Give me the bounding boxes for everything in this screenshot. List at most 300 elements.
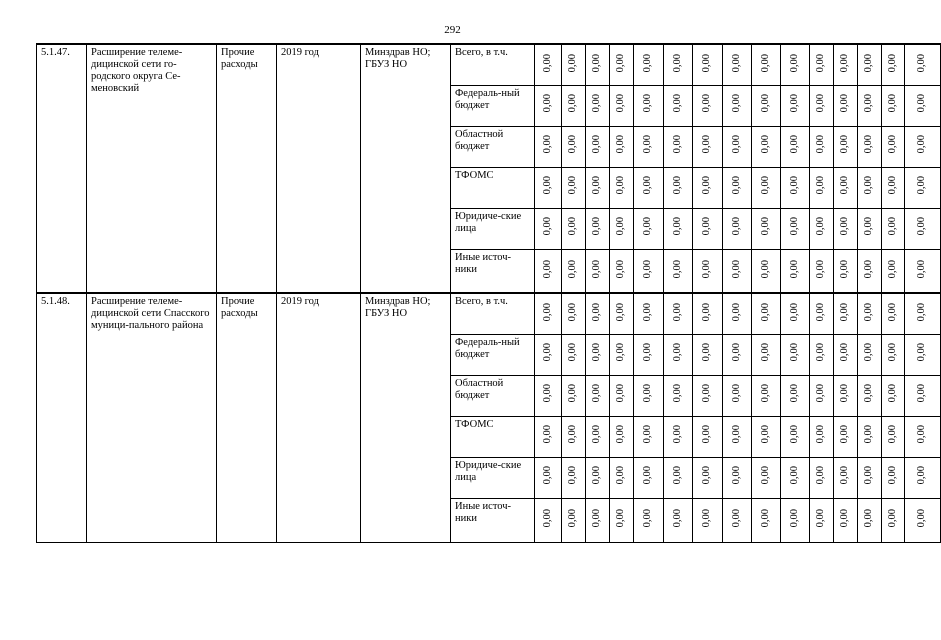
value-text: 0,00 (541, 135, 553, 154)
value-cell (664, 85, 693, 126)
value-text: 0,00 (815, 94, 827, 113)
value-text: 0,00 (671, 425, 683, 444)
value-text: 0,00 (671, 176, 683, 195)
value-text: 0,00 (615, 53, 627, 72)
value-text: 0,00 (886, 384, 898, 403)
value-cell (905, 85, 941, 126)
value-cell (535, 293, 562, 334)
value-cell (723, 457, 752, 498)
value-cell (858, 167, 882, 208)
value-cell (781, 85, 810, 126)
value-cell (905, 375, 941, 416)
value-text: 0,00 (730, 217, 742, 236)
value-cell (882, 375, 905, 416)
value-cell (562, 416, 586, 457)
value-cell (610, 375, 634, 416)
value-cell (810, 498, 834, 542)
item-name: Расширение телеме-дицинской сети Спасского муници-пального района (87, 293, 217, 542)
value-text: 0,00 (759, 176, 771, 195)
item-name: Расширение телеме-дицинской сети го-родского округа Се-меновский (87, 44, 217, 293)
value-cell (723, 126, 752, 167)
value-cell (693, 293, 723, 334)
value-cell (905, 498, 941, 542)
value-text: 0,00 (671, 302, 683, 321)
value-text: 0,00 (759, 302, 771, 321)
value-text: 0,00 (591, 425, 603, 444)
value-text: 0,00 (886, 466, 898, 485)
value-cell (610, 44, 634, 85)
item-executor: Минздрав НО; ГБУЗ НО (361, 293, 451, 542)
value-text: 0,00 (815, 384, 827, 403)
value-cell (905, 126, 941, 167)
funding-source: Областной бюджет (451, 126, 535, 167)
value-text: 0,00 (701, 176, 713, 195)
value-text: 0,00 (541, 508, 553, 528)
value-cell (634, 126, 664, 167)
value-text: 0,00 (642, 343, 654, 362)
value-cell (586, 167, 610, 208)
value-text: 0,00 (591, 135, 603, 154)
table-row (37, 293, 941, 334)
value-text: 0,00 (642, 94, 654, 113)
value-cell (586, 293, 610, 334)
value-text: 0,00 (541, 466, 553, 485)
value-text: 0,00 (615, 425, 627, 444)
value-text: 0,00 (730, 425, 742, 444)
value-cell (834, 457, 858, 498)
value-cell (781, 293, 810, 334)
value-cell (810, 208, 834, 249)
value-text: 0,00 (671, 94, 683, 113)
value-text: 0,00 (591, 384, 603, 403)
value-text: 0,00 (815, 176, 827, 195)
funding-source: Всего, в т.ч. (451, 293, 535, 334)
value-cell (858, 416, 882, 457)
value-text: 0,00 (591, 302, 603, 321)
value-cell (610, 167, 634, 208)
value-cell (586, 208, 610, 249)
funding-source: Областной бюджет (451, 375, 535, 416)
value-cell (535, 375, 562, 416)
expense-type: Прочие расходы (217, 293, 277, 542)
value-text: 0,00 (567, 53, 579, 72)
value-cell (834, 208, 858, 249)
value-cell (562, 457, 586, 498)
value-cell (752, 416, 781, 457)
value-cell (882, 44, 905, 85)
item-code: 5.1.47. (37, 44, 87, 293)
value-cell (810, 334, 834, 375)
value-text: 0,00 (615, 135, 627, 154)
value-text: 0,00 (788, 53, 800, 72)
value-text: 0,00 (839, 53, 851, 72)
value-text: 0,00 (541, 217, 553, 236)
value-cell (781, 334, 810, 375)
value-cell (810, 85, 834, 126)
value-cell (834, 85, 858, 126)
value-cell (664, 249, 693, 293)
value-cell (586, 249, 610, 293)
value-cell (634, 416, 664, 457)
value-text: 0,00 (701, 94, 713, 113)
value-cell (905, 334, 941, 375)
funding-source: Федераль-ный бюджет (451, 85, 535, 126)
value-cell (610, 416, 634, 457)
value-text: 0,00 (759, 53, 771, 72)
value-text: 0,00 (701, 466, 713, 485)
value-text: 0,00 (615, 94, 627, 113)
value-cell (610, 249, 634, 293)
value-cell (781, 44, 810, 85)
value-text: 0,00 (759, 94, 771, 113)
value-cell (693, 457, 723, 498)
value-cell (781, 416, 810, 457)
value-text: 0,00 (567, 425, 579, 444)
value-text: 0,00 (788, 425, 800, 444)
value-text: 0,00 (839, 135, 851, 154)
value-text: 0,00 (863, 508, 875, 528)
value-cell (562, 44, 586, 85)
value-text: 0,00 (886, 302, 898, 321)
value-text: 0,00 (541, 53, 553, 72)
value-text: 0,00 (839, 508, 851, 528)
value-text: 0,00 (886, 176, 898, 195)
value-cell (882, 457, 905, 498)
value-text: 0,00 (567, 508, 579, 528)
value-cell (858, 85, 882, 126)
value-cell (610, 126, 634, 167)
value-text: 0,00 (863, 302, 875, 321)
value-text: 0,00 (591, 259, 603, 278)
value-cell (535, 457, 562, 498)
value-cell (562, 334, 586, 375)
value-text: 0,00 (701, 135, 713, 154)
value-text: 0,00 (863, 384, 875, 403)
value-cell (693, 44, 723, 85)
value-text: 0,00 (886, 425, 898, 444)
value-text: 0,00 (615, 176, 627, 195)
value-cell (562, 208, 586, 249)
value-cell (781, 167, 810, 208)
value-cell (634, 44, 664, 85)
value-cell (586, 44, 610, 85)
value-text: 0,00 (541, 259, 553, 278)
item-code: 5.1.48. (37, 293, 87, 542)
value-text: 0,00 (839, 259, 851, 278)
value-text: 0,00 (730, 53, 742, 72)
value-text: 0,00 (839, 302, 851, 321)
value-text: 0,00 (863, 343, 875, 362)
value-text: 0,00 (863, 217, 875, 236)
item-year: 2019 год (277, 293, 361, 542)
value-text: 0,00 (916, 508, 928, 528)
value-cell (693, 375, 723, 416)
value-text: 0,00 (642, 425, 654, 444)
value-text: 0,00 (642, 217, 654, 236)
value-text: 0,00 (788, 176, 800, 195)
value-cell (535, 208, 562, 249)
value-cell (634, 293, 664, 334)
value-text: 0,00 (788, 343, 800, 362)
value-cell (882, 208, 905, 249)
value-cell (752, 334, 781, 375)
value-cell (664, 375, 693, 416)
value-cell (664, 498, 693, 542)
value-text: 0,00 (615, 259, 627, 278)
value-text: 0,00 (916, 217, 928, 236)
table-body (37, 44, 941, 542)
value-cell (810, 167, 834, 208)
value-text: 0,00 (615, 384, 627, 403)
value-text: 0,00 (759, 384, 771, 403)
value-text: 0,00 (759, 217, 771, 236)
value-text: 0,00 (567, 259, 579, 278)
value-cell (781, 498, 810, 542)
value-text: 0,00 (541, 425, 553, 444)
value-text: 0,00 (886, 259, 898, 278)
value-cell (562, 167, 586, 208)
value-text: 0,00 (730, 508, 742, 528)
value-cell (634, 498, 664, 542)
value-cell (810, 44, 834, 85)
value-cell (882, 85, 905, 126)
value-cell (664, 126, 693, 167)
value-cell (834, 44, 858, 85)
value-cell (858, 44, 882, 85)
value-cell (723, 334, 752, 375)
value-text: 0,00 (671, 135, 683, 154)
value-text: 0,00 (615, 302, 627, 321)
value-cell (858, 208, 882, 249)
value-text: 0,00 (591, 466, 603, 485)
value-text: 0,00 (759, 135, 771, 154)
value-text: 0,00 (591, 508, 603, 528)
value-cell (610, 293, 634, 334)
value-text: 0,00 (642, 176, 654, 195)
value-cell (693, 498, 723, 542)
value-text: 0,00 (788, 94, 800, 113)
value-cell (810, 416, 834, 457)
value-text: 0,00 (701, 53, 713, 72)
budget-table (36, 43, 941, 543)
value-text: 0,00 (701, 259, 713, 278)
value-cell (664, 208, 693, 249)
value-cell (834, 375, 858, 416)
value-cell (858, 249, 882, 293)
value-cell (535, 126, 562, 167)
value-text: 0,00 (591, 343, 603, 362)
value-text: 0,00 (642, 466, 654, 485)
value-text: 0,00 (615, 217, 627, 236)
value-cell (723, 375, 752, 416)
value-text: 0,00 (863, 53, 875, 72)
value-cell (723, 416, 752, 457)
value-cell (693, 126, 723, 167)
value-cell (752, 249, 781, 293)
value-text: 0,00 (615, 508, 627, 528)
value-text: 0,00 (815, 466, 827, 485)
value-cell (610, 85, 634, 126)
value-text: 0,00 (541, 176, 553, 195)
table-row (37, 44, 941, 85)
value-cell (634, 375, 664, 416)
value-cell (562, 85, 586, 126)
value-text: 0,00 (730, 94, 742, 113)
value-cell (810, 126, 834, 167)
value-text: 0,00 (815, 302, 827, 321)
value-text: 0,00 (815, 259, 827, 278)
value-cell (535, 167, 562, 208)
value-text: 0,00 (886, 217, 898, 236)
value-text: 0,00 (815, 508, 827, 528)
value-cell (781, 208, 810, 249)
value-cell (723, 167, 752, 208)
value-cell (834, 498, 858, 542)
value-text: 0,00 (642, 259, 654, 278)
value-text: 0,00 (567, 217, 579, 236)
value-cell (723, 249, 752, 293)
value-text: 0,00 (591, 53, 603, 72)
value-cell (752, 375, 781, 416)
value-text: 0,00 (671, 343, 683, 362)
value-cell (693, 85, 723, 126)
value-text: 0,00 (730, 176, 742, 195)
value-cell (834, 416, 858, 457)
value-text: 0,00 (815, 53, 827, 72)
value-text: 0,00 (788, 135, 800, 154)
funding-source: Иные источ-ники (451, 498, 535, 542)
value-cell (562, 375, 586, 416)
value-text: 0,00 (701, 302, 713, 321)
value-text: 0,00 (730, 135, 742, 154)
value-cell (535, 416, 562, 457)
value-text: 0,00 (541, 384, 553, 403)
value-cell (905, 208, 941, 249)
value-text: 0,00 (788, 508, 800, 528)
value-cell (882, 498, 905, 542)
value-cell (723, 498, 752, 542)
value-cell (535, 249, 562, 293)
value-text: 0,00 (916, 302, 928, 321)
value-text: 0,00 (839, 176, 851, 195)
value-text: 0,00 (839, 217, 851, 236)
value-cell (834, 126, 858, 167)
value-text: 0,00 (886, 94, 898, 113)
value-text: 0,00 (759, 425, 771, 444)
value-text: 0,00 (863, 135, 875, 154)
value-cell (664, 334, 693, 375)
value-cell (693, 416, 723, 457)
value-cell (905, 249, 941, 293)
value-cell (535, 85, 562, 126)
value-cell (586, 457, 610, 498)
value-text: 0,00 (759, 508, 771, 528)
value-cell (781, 126, 810, 167)
value-cell (834, 167, 858, 208)
value-cell (664, 416, 693, 457)
value-text: 0,00 (671, 384, 683, 403)
value-text: 0,00 (815, 425, 827, 444)
value-text: 0,00 (863, 425, 875, 444)
value-cell (905, 167, 941, 208)
funding-source: Юридиче-ские лица (451, 208, 535, 249)
value-text: 0,00 (541, 343, 553, 362)
value-cell (752, 44, 781, 85)
value-text: 0,00 (916, 53, 928, 72)
value-text: 0,00 (730, 343, 742, 362)
value-cell (562, 249, 586, 293)
value-cell (693, 334, 723, 375)
value-cell (664, 457, 693, 498)
funding-source: Всего, в т.ч. (451, 44, 535, 85)
value-text: 0,00 (916, 425, 928, 444)
value-cell (781, 375, 810, 416)
value-cell (810, 293, 834, 334)
value-text: 0,00 (839, 343, 851, 362)
funding-source: Иные источ-ники (451, 249, 535, 293)
value-text: 0,00 (886, 343, 898, 362)
value-text: 0,00 (541, 94, 553, 113)
value-cell (834, 249, 858, 293)
value-text: 0,00 (567, 384, 579, 403)
value-cell (858, 498, 882, 542)
value-text: 0,00 (839, 466, 851, 485)
value-text: 0,00 (730, 384, 742, 403)
value-text: 0,00 (815, 217, 827, 236)
value-text: 0,00 (730, 466, 742, 485)
value-text: 0,00 (730, 259, 742, 278)
value-text: 0,00 (730, 302, 742, 321)
value-cell (586, 334, 610, 375)
value-text: 0,00 (759, 343, 771, 362)
value-text: 0,00 (788, 259, 800, 278)
page-number: 292 (444, 24, 461, 36)
value-cell (586, 126, 610, 167)
value-text: 0,00 (615, 466, 627, 485)
value-cell (693, 167, 723, 208)
value-text: 0,00 (839, 94, 851, 113)
value-text: 0,00 (591, 94, 603, 113)
value-text: 0,00 (567, 302, 579, 321)
value-cell (834, 334, 858, 375)
value-cell (610, 457, 634, 498)
value-text: 0,00 (916, 384, 928, 403)
value-text: 0,00 (567, 176, 579, 195)
value-cell (610, 208, 634, 249)
value-cell (882, 293, 905, 334)
value-text: 0,00 (701, 384, 713, 403)
value-cell (535, 44, 562, 85)
value-text: 0,00 (788, 217, 800, 236)
value-text: 0,00 (567, 94, 579, 113)
funding-source: ТФОМС (451, 416, 535, 457)
value-cell (752, 167, 781, 208)
value-text: 0,00 (642, 384, 654, 403)
expense-type: Прочие расходы (217, 44, 277, 293)
value-text: 0,00 (642, 508, 654, 528)
value-cell (781, 249, 810, 293)
value-text: 0,00 (701, 217, 713, 236)
value-cell (562, 498, 586, 542)
value-cell (752, 293, 781, 334)
value-cell (858, 126, 882, 167)
value-text: 0,00 (886, 508, 898, 528)
value-text: 0,00 (916, 259, 928, 278)
value-text: 0,00 (671, 466, 683, 485)
value-cell (664, 44, 693, 85)
value-text: 0,00 (671, 53, 683, 72)
value-cell (752, 498, 781, 542)
